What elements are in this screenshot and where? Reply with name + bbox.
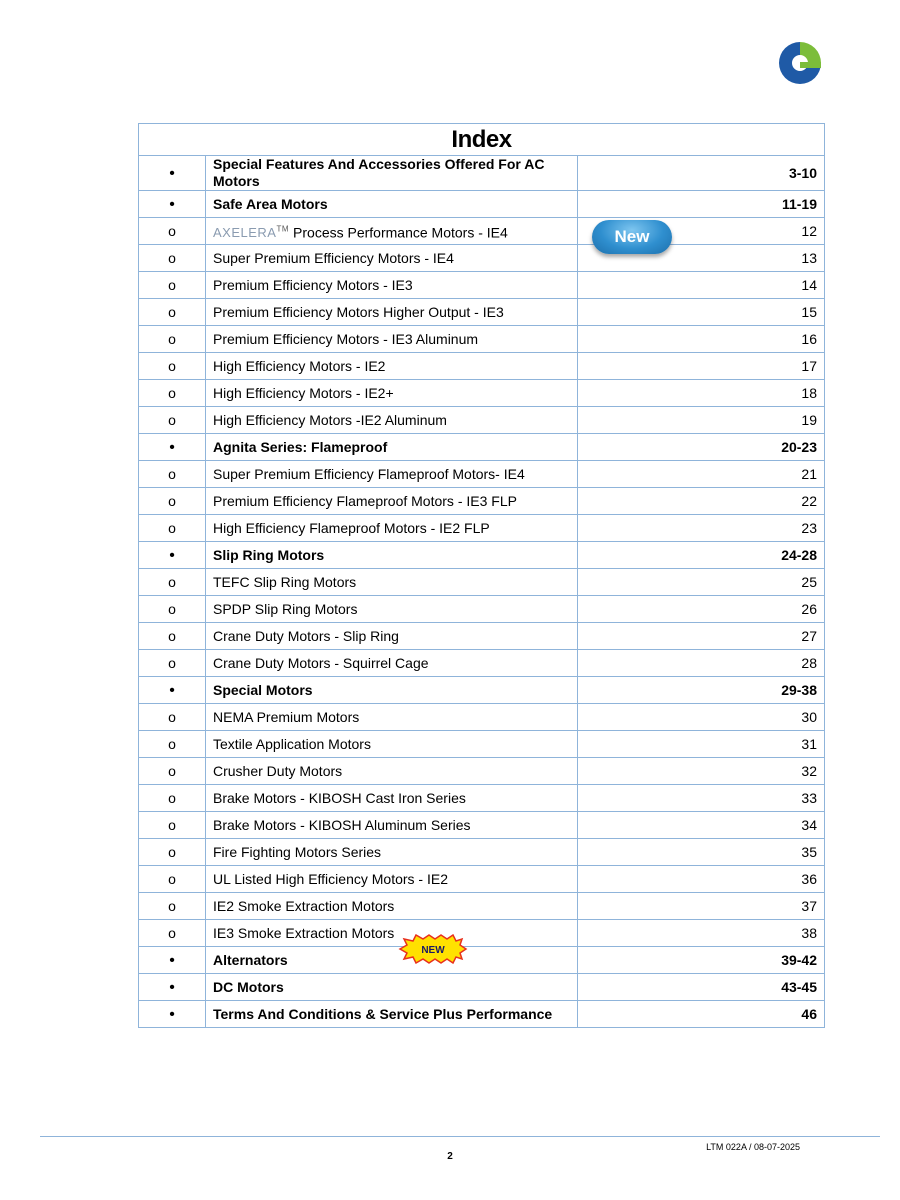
index-page-range: 22 xyxy=(578,488,825,515)
hollow-circle-icon: o xyxy=(139,839,206,866)
index-row xyxy=(139,434,825,461)
hollow-circle-icon: o xyxy=(139,488,206,515)
index-page-range: 21 xyxy=(578,461,825,488)
hollow-circle-icon: o xyxy=(139,407,206,434)
hollow-circle-icon: o xyxy=(139,515,206,542)
hollow-circle-icon: o xyxy=(139,866,206,893)
index-page-range: 35 xyxy=(578,839,825,866)
index-entry-text: Crusher Duty Motors xyxy=(213,762,343,779)
index-row xyxy=(139,704,825,731)
index-entry-label[interactable] xyxy=(206,650,578,677)
index-row xyxy=(139,326,825,353)
hollow-circle-icon: o xyxy=(139,812,206,839)
index-entry-text: High Efficiency Motors - IE2 xyxy=(213,357,386,374)
index-entry-label[interactable] xyxy=(206,623,578,650)
index-entry-label[interactable] xyxy=(206,191,578,218)
footer-page-number: 2 xyxy=(447,1151,453,1162)
index-entry-text: Process Performance Motors - IE4 xyxy=(293,224,508,241)
index-row xyxy=(139,299,825,326)
index-row xyxy=(139,758,825,785)
hollow-circle-icon: o xyxy=(139,650,206,677)
index-entry-text: IE3 Smoke Extraction Motors xyxy=(213,924,395,941)
index-entry-label[interactable] xyxy=(206,920,578,947)
index-entry-label[interactable] xyxy=(206,677,578,704)
index-entry-text: Safe Area Motors xyxy=(213,195,328,212)
footer-divider xyxy=(40,1136,880,1137)
index-page-range: 32 xyxy=(578,758,825,785)
index-entry-label[interactable] xyxy=(206,812,578,839)
index-row xyxy=(139,272,825,299)
hollow-circle-icon: o xyxy=(139,704,206,731)
bullet-icon: • xyxy=(139,947,206,974)
index-entry-text: Premium Efficiency Flameproof Motors - IE3 FLP xyxy=(213,492,517,509)
index-entry-label[interactable] xyxy=(206,839,578,866)
index-row xyxy=(139,866,825,893)
index-row xyxy=(139,623,825,650)
index-page-range: 29-38 xyxy=(578,677,825,704)
index-page-range: 28 xyxy=(578,650,825,677)
index-page-range: 26 xyxy=(578,596,825,623)
index-page-range: 3-10 xyxy=(578,156,825,191)
bullet-icon: • xyxy=(139,191,206,218)
index-entry-label[interactable] xyxy=(206,785,578,812)
index-entry-label[interactable] xyxy=(206,731,578,758)
index-entry-label[interactable] xyxy=(206,947,578,974)
index-row xyxy=(139,1001,825,1028)
index-row xyxy=(139,245,825,272)
index-entry-text: NEMA Premium Motors xyxy=(213,708,360,725)
hollow-circle-icon: o xyxy=(139,326,206,353)
hollow-circle-icon: o xyxy=(139,353,206,380)
index-entry-label[interactable] xyxy=(206,245,578,272)
index-row xyxy=(139,596,825,623)
index-entry-text: Premium Efficiency Motors Higher Output - IE3 xyxy=(213,303,504,320)
index-row xyxy=(139,515,825,542)
bullet-icon: • xyxy=(139,156,206,191)
index-entry-label[interactable] xyxy=(206,156,578,191)
index-entry-text: High Efficiency Motors - IE2+ xyxy=(213,384,394,401)
index-entry-label[interactable] xyxy=(206,704,578,731)
bullet-icon: • xyxy=(139,1001,206,1028)
index-entry-text: Textile Application Motors xyxy=(213,735,371,752)
new-star-text: NEW xyxy=(421,945,445,956)
hollow-circle-icon: o xyxy=(139,299,206,326)
index-entry-text: Special Motors xyxy=(213,681,313,698)
index-entry-text: TEFC Slip Ring Motors xyxy=(213,573,357,590)
index-entry-text: DC Motors xyxy=(213,978,284,995)
index-page-range: 43-45 xyxy=(578,974,825,1001)
index-entry-text: Agnita Series: Flameproof xyxy=(213,438,388,455)
index-row xyxy=(139,407,825,434)
hollow-circle-icon: o xyxy=(139,380,206,407)
index-page-range: 14 xyxy=(578,272,825,299)
index-page-range: 33 xyxy=(578,785,825,812)
bullet-icon: • xyxy=(139,974,206,1001)
index-entry-text: UL Listed High Efficiency Motors - IE2 xyxy=(213,870,448,887)
hollow-circle-icon: o xyxy=(139,623,206,650)
index-page-range: 39-42 xyxy=(578,947,825,974)
index-row xyxy=(139,839,825,866)
index-entry-text: Premium Efficiency Motors - IE3 xyxy=(213,276,413,293)
hollow-circle-icon: o xyxy=(139,758,206,785)
index-row xyxy=(139,461,825,488)
company-logo xyxy=(775,38,825,88)
index-row xyxy=(139,677,825,704)
index-entry-label[interactable] xyxy=(206,434,578,461)
index-page-range: 24-28 xyxy=(578,542,825,569)
hollow-circle-icon: o xyxy=(139,272,206,299)
index-entry-label[interactable] xyxy=(206,893,578,920)
index-row xyxy=(139,731,825,758)
index-row xyxy=(139,893,825,920)
index-entry-label[interactable] xyxy=(206,758,578,785)
index-entry-text: Special Features And Accessories Offered For AC Motors xyxy=(213,156,545,189)
axelera-logo-tm: TM xyxy=(276,224,290,234)
index-entry-label[interactable] xyxy=(206,866,578,893)
index-entry-text: Crane Duty Motors - Slip Ring xyxy=(213,627,399,644)
index-row xyxy=(139,569,825,596)
index-page-range: 12 xyxy=(578,218,825,245)
index-row xyxy=(139,380,825,407)
index-row xyxy=(139,191,825,218)
index-page-range: 25 xyxy=(578,569,825,596)
index-row xyxy=(139,812,825,839)
index-page-range: 31 xyxy=(578,731,825,758)
axelera-logo xyxy=(213,225,289,240)
index-entry-text: High Efficiency Flameproof Motors - IE2 FLP xyxy=(213,519,490,536)
index-row xyxy=(139,947,825,974)
index-entry-label[interactable] xyxy=(206,407,578,434)
index-entry-label[interactable] xyxy=(206,542,578,569)
index-entry-label[interactable] xyxy=(206,569,578,596)
index-page-range: 20-23 xyxy=(578,434,825,461)
index-table xyxy=(138,123,825,1028)
index-entry-text: Super Premium Efficiency Motors - IE4 xyxy=(213,249,454,266)
index-row xyxy=(139,218,825,245)
index-entry-label[interactable] xyxy=(206,596,578,623)
index-page-range: 19 xyxy=(578,407,825,434)
index-page-range: 27 xyxy=(578,623,825,650)
index-entry-text: Slip Ring Motors xyxy=(213,546,325,563)
index-entry-label[interactable] xyxy=(206,1001,578,1028)
index-row xyxy=(139,488,825,515)
bullet-icon: • xyxy=(139,677,206,704)
index-page-range: 16 xyxy=(578,326,825,353)
index-entry-label[interactable] xyxy=(206,380,578,407)
index-entry-label[interactable] xyxy=(206,515,578,542)
index-entry-text: High Efficiency Motors -IE2 Aluminum xyxy=(213,411,447,428)
index-entry-label[interactable] xyxy=(206,272,578,299)
index-row xyxy=(139,156,825,191)
index-entry-label[interactable] xyxy=(206,299,578,326)
index-entry-label[interactable] xyxy=(206,326,578,353)
index-page-range: 18 xyxy=(578,380,825,407)
hollow-circle-icon: o xyxy=(139,245,206,272)
index-entry-text: Alternators xyxy=(213,951,288,968)
index-title: Index xyxy=(139,124,825,156)
index-row xyxy=(139,650,825,677)
index-entry-label[interactable] xyxy=(206,218,578,245)
new-pill-badge: New xyxy=(592,220,672,254)
hollow-circle-icon: o xyxy=(139,461,206,488)
index-row xyxy=(139,974,825,1001)
index-page-range: 17 xyxy=(578,353,825,380)
bullet-icon: • xyxy=(139,542,206,569)
index-page-range: 13 xyxy=(578,245,825,272)
index-entry-label[interactable] xyxy=(206,461,578,488)
index-entry-label[interactable] xyxy=(206,353,578,380)
index-row xyxy=(139,920,825,947)
hollow-circle-icon: o xyxy=(139,893,206,920)
index-row xyxy=(139,785,825,812)
new-star-badge xyxy=(398,934,468,964)
hollow-circle-icon: o xyxy=(139,596,206,623)
index-page-range: 11-19 xyxy=(578,191,825,218)
hollow-circle-icon: o xyxy=(139,785,206,812)
index-entry-text: Premium Efficiency Motors - IE3 Aluminum xyxy=(213,330,479,347)
index-entry-text: Crane Duty Motors - Squirrel Cage xyxy=(213,654,429,671)
index-entry-text: Terms And Conditions & Service Plus Performance xyxy=(213,1005,553,1022)
index-entry-text: Brake Motors - KIBOSH Cast Iron Series xyxy=(213,789,466,806)
index-entry-label[interactable] xyxy=(206,974,578,1001)
bullet-icon: • xyxy=(139,434,206,461)
hollow-circle-icon: o xyxy=(139,731,206,758)
index-entry-text: SPDP Slip Ring Motors xyxy=(213,600,358,617)
index-entry-text: Fire Fighting Motors Series xyxy=(213,843,382,860)
index-page-range: 36 xyxy=(578,866,825,893)
index-row xyxy=(139,353,825,380)
index-page-range: 37 xyxy=(578,893,825,920)
index-page-range: 15 xyxy=(578,299,825,326)
hollow-circle-icon: o xyxy=(139,218,206,245)
index-entry-text: Super Premium Efficiency Flameproof Motors- IE4 xyxy=(213,465,525,482)
hollow-circle-icon: o xyxy=(139,569,206,596)
footer-doc-code: LTM 022A / 08-07-2025 xyxy=(706,1142,800,1152)
index-page-range: 46 xyxy=(578,1001,825,1028)
index-page-range: 30 xyxy=(578,704,825,731)
index-entry-text: Brake Motors - KIBOSH Aluminum Series xyxy=(213,816,471,833)
index-page-range: 38 xyxy=(578,920,825,947)
index-page-range: 34 xyxy=(578,812,825,839)
index-title-row xyxy=(139,124,825,156)
index-page-range: 23 xyxy=(578,515,825,542)
index-entry-label[interactable] xyxy=(206,488,578,515)
axelera-logo-text: AXELERA xyxy=(213,225,277,241)
hollow-circle-icon: o xyxy=(139,920,206,947)
index-row xyxy=(139,542,825,569)
index-entry-text: IE2 Smoke Extraction Motors xyxy=(213,897,395,914)
